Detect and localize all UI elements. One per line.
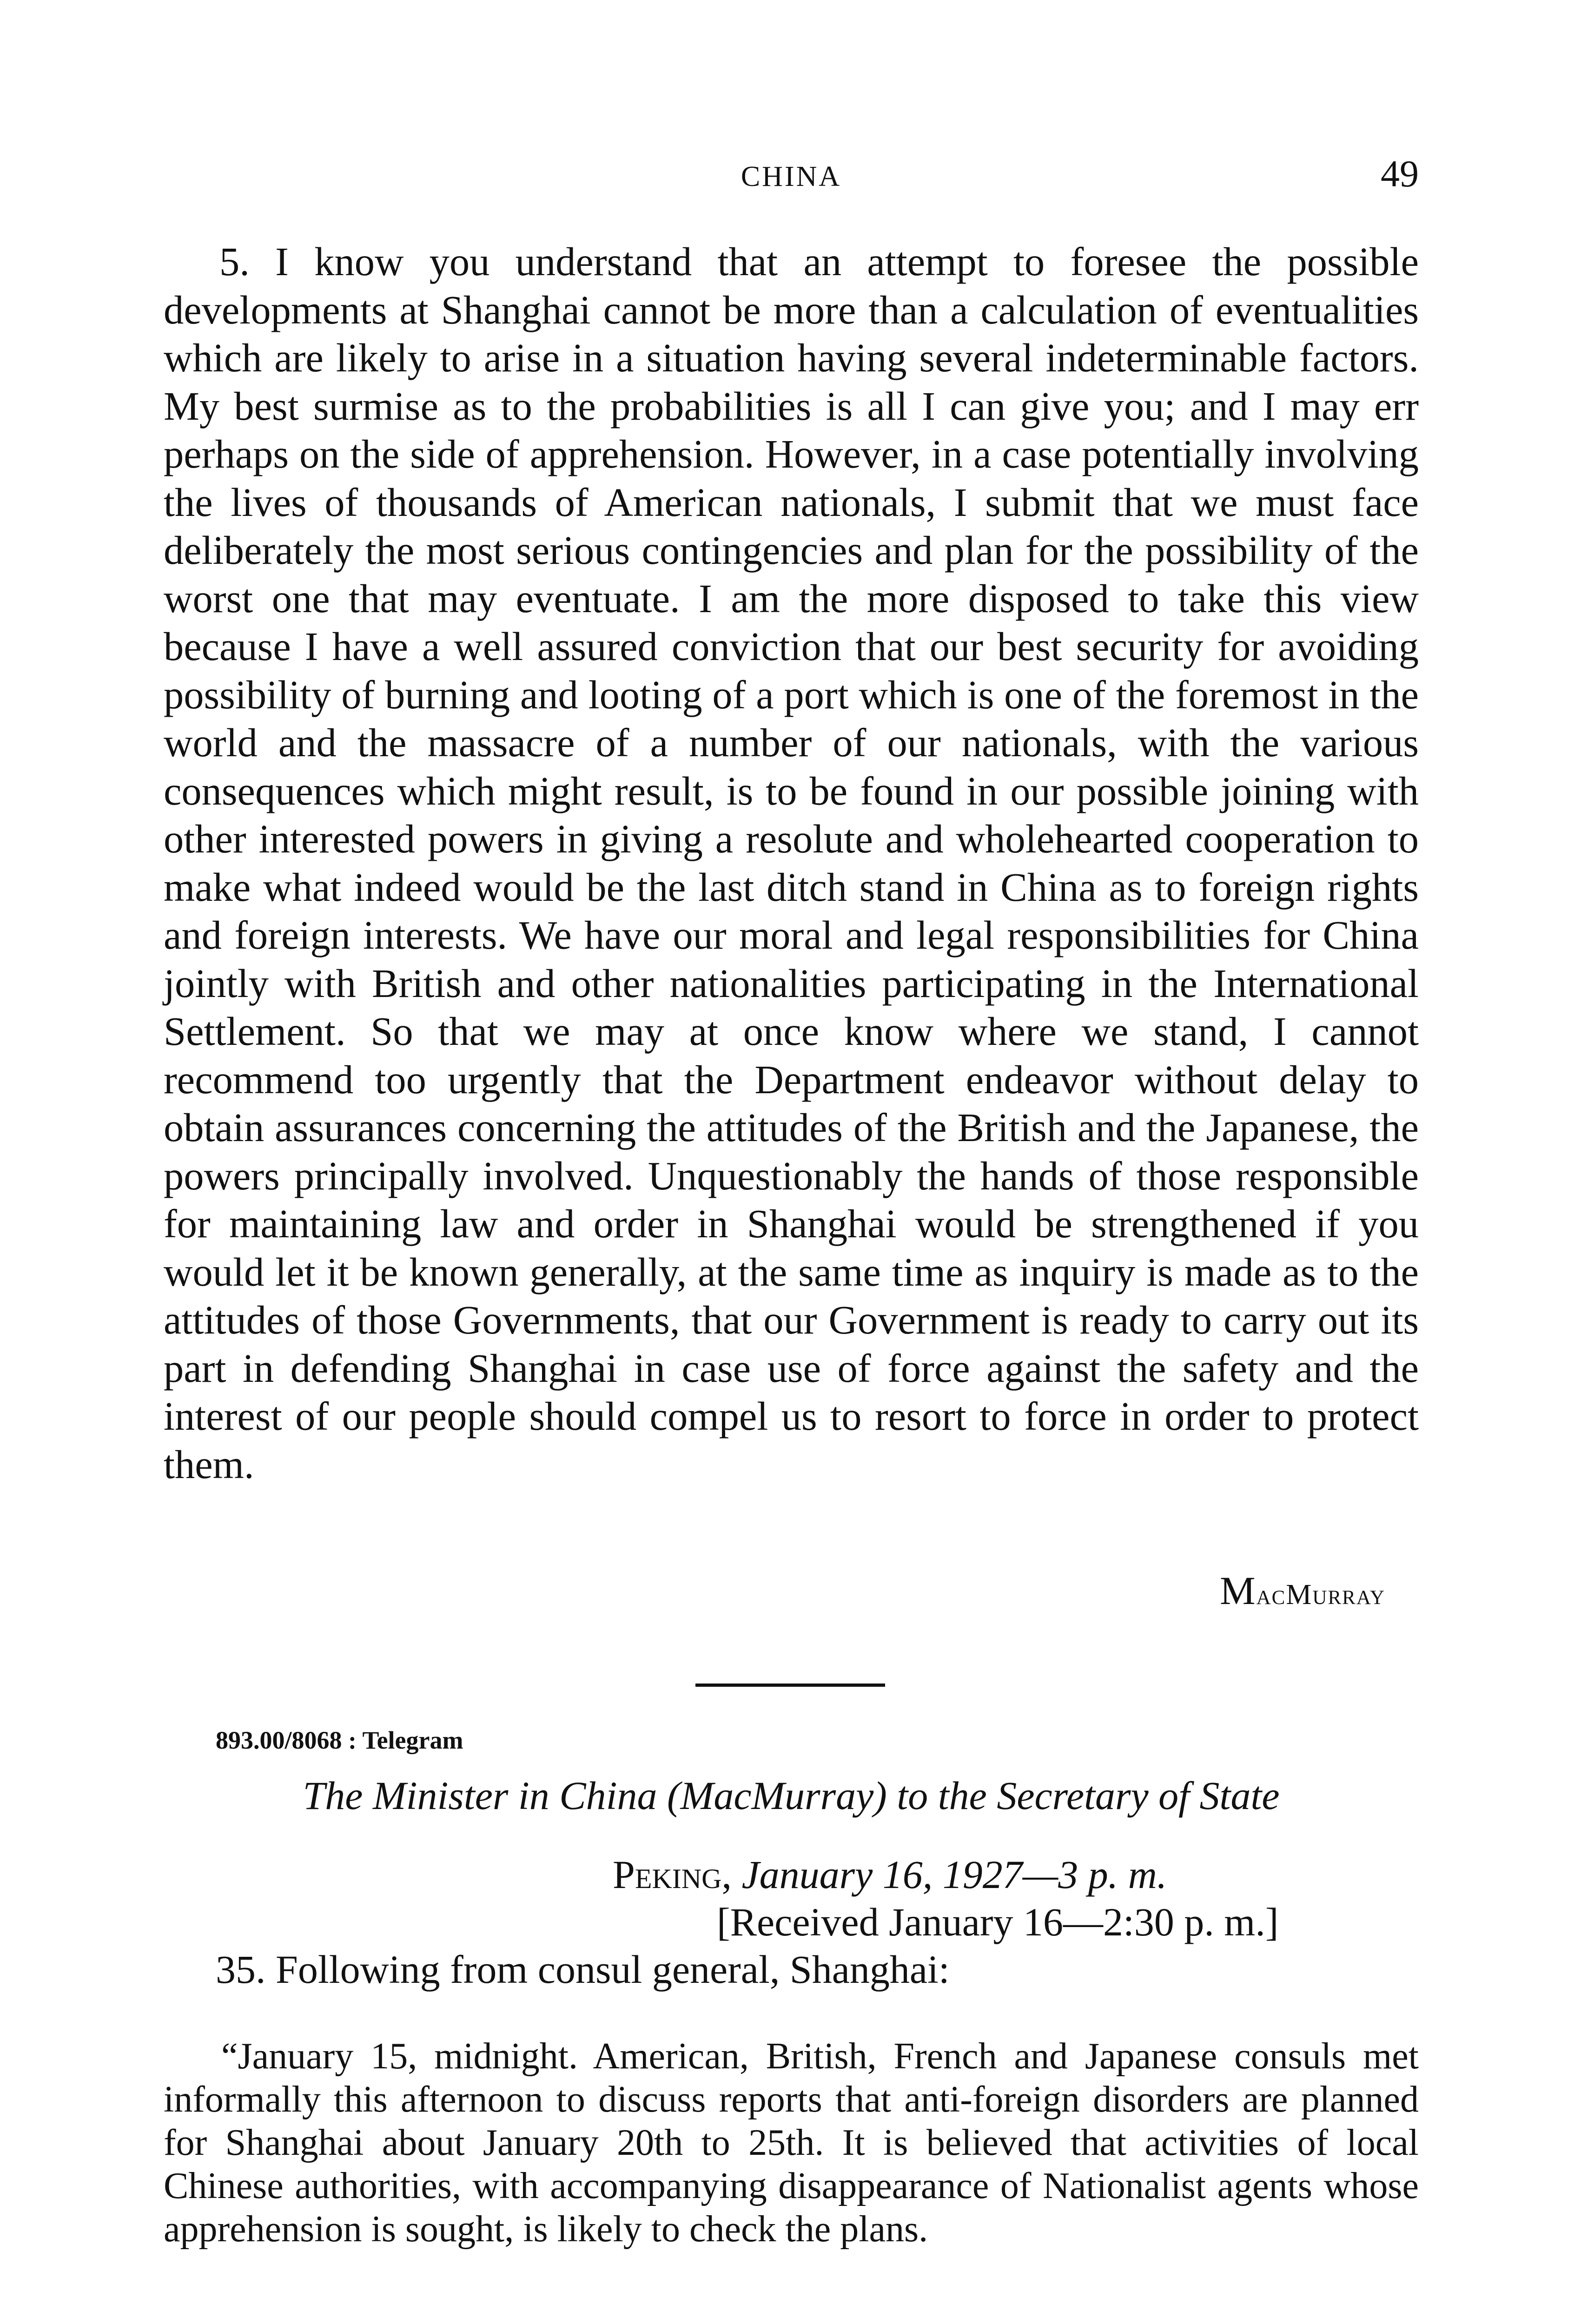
signature	[1220, 1567, 1385, 1618]
running-title: CHINA	[741, 161, 842, 192]
quoted-paragraph-1: “January 15, midnight. American, British, French and Japanese consuls met informally this afternoon to discuss reports that anti-foreign disorders are planned for Shanghai about January 20th to 25th. It is believed that activities of local Chinese authorities, with accompanying disappearance of Nationalist agents whose apprehension is sought, is likely to check the plans.	[164, 2036, 1419, 2250]
received-note: [Received January 16—2:30 p. m.]	[717, 1900, 1279, 1944]
signature-initial: M	[1220, 1568, 1257, 1613]
section-divider	[695, 1684, 885, 1687]
dateline-place: Peking,	[613, 1852, 732, 1897]
dateline	[613, 1851, 1167, 1899]
telegram-intro: 35. Following from consul general, Shanghai:	[216, 1947, 950, 1992]
signature-rest: acMurray	[1256, 1579, 1385, 1611]
paragraph-5: 5. I know you understand that an attempt to foresee the possible developments at Shanghai cannot be more than a calculation of eventualities which are likely to arise in a situation having several indeterminable factors. My best surmise as to the probabilities is all I can give you; and I may err perhaps on the side of apprehension. However, in a case potentially involving the lives of thousands of American nationals, I submit that we must face deliberately the most serious contingencies and plan for the possibility of the worst one that may eventuate. I am the more disposed to take this view because I have a well assured conviction that our best security for avoiding possibility of burning and looting of a port which is one of the foremost in the world and the massacre of a number of our nationals, with the various consequences which might result, is to be found in our possible joining with other interested powers in giving a resolute and wholehearted cooperation to make what indeed would be the last ditch stand in China as to foreign rights and foreign interests. We have our moral and legal responsibilities for China jointly with British and other nationalities participating in the International Settlement. So that we may at once know where we stand, I cannot recommend too urgently that the Department endeavor without delay to obtain assurances concerning the attitudes of the British and the Japanese, the powers principally involved. Unquestionably the hands of those responsible for maintaining law and order in Shanghai would be strengthened if you would let it be known generally, at the same time as inquiry is made as to the attitudes of those Governments, that our Government is ready to carry out its part in defending Shanghai in case use of force against the safety and the interest of our people should compel us to resort to force in order to protect them.	[164, 239, 1419, 1487]
page-number: 49	[1381, 152, 1419, 195]
dateline-date: January 16, 1927—3 p. m.	[741, 1852, 1167, 1897]
file-reference: 893.00/8068 : Telegram	[216, 1726, 463, 1754]
running-head	[164, 153, 1419, 200]
document-title: The Minister in China (MacMurray) to the Secretary of State	[303, 1773, 1280, 1818]
